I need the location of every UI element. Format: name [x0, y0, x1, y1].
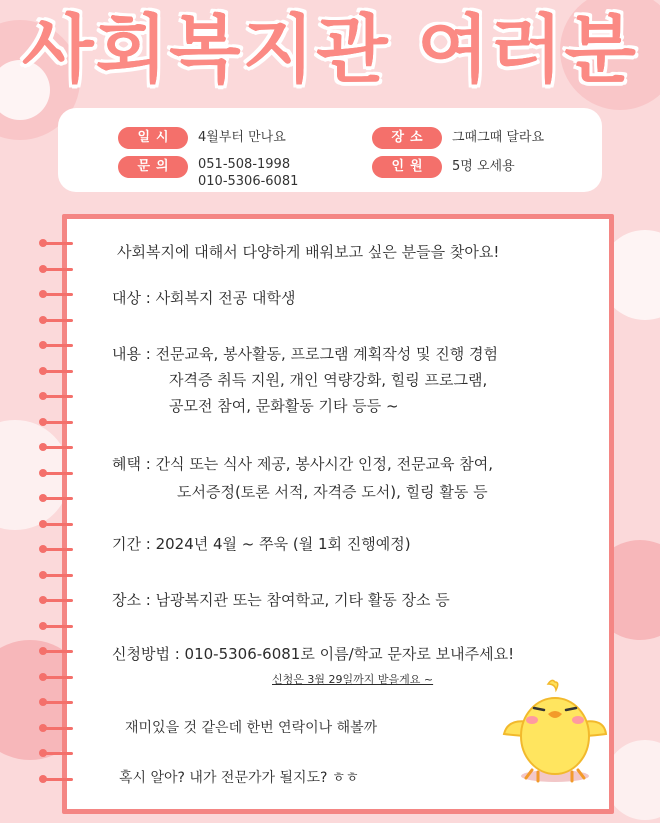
binding-ring: [39, 775, 79, 783]
benefit-line-2: 도서증정(토론 서적, 자격증 도서), 힐링 활동 등: [177, 483, 488, 501]
binding-ring: [39, 316, 79, 324]
binding-ring: [39, 673, 79, 681]
binding-ring: [39, 622, 79, 630]
contact-label: 문의: [118, 156, 188, 178]
binding-ring: [39, 392, 79, 400]
binding-ring: [39, 239, 79, 247]
binding-ring: [39, 647, 79, 655]
binding-ring: [39, 341, 79, 349]
apply-deadline-note: 신청은 3월 29일까지 받을게요 ~: [272, 673, 434, 686]
page-title: 사회복지관 여러분: [22, 7, 638, 93]
binding-ring: [39, 520, 79, 528]
info-panel: [58, 108, 602, 192]
binding-ring: [39, 749, 79, 757]
benefit-line-1: 혜택 : 간식 또는 식사 제공, 봉사시간 인정, 전문교육 참여,: [112, 455, 494, 473]
people-value: 5명 오세용: [452, 159, 515, 174]
chick-icon: [500, 678, 610, 788]
binding-ring: [39, 367, 79, 375]
content-line-3: 공모전 참여, 문화활동 기타 등등 ~: [169, 397, 399, 415]
binding-ring: [39, 443, 79, 451]
binding-ring: [39, 290, 79, 298]
content-line-1: 내용 : 전문교육, 봉사활동, 프로그램 계획작성 및 진행 경험: [112, 345, 499, 363]
people-label: 인원: [372, 156, 442, 178]
binding-ring: [39, 265, 79, 273]
place-label: 장소: [372, 127, 442, 149]
content-line-2: 자격증 취득 지원, 개인 역량강화, 힐링 프로그램,: [169, 371, 488, 389]
binding-ring: [39, 698, 79, 706]
binding-ring: [39, 596, 79, 604]
target-text: 대상 : 사회복지 전공 대학생: [112, 289, 296, 307]
date-label: 일시: [118, 127, 188, 149]
intro-text: 사회복지에 대해서 다양하게 배워보고 싶은 분들을 찾아요!: [117, 243, 500, 261]
binding-ring: [39, 418, 79, 426]
contact-phone-1: 051-508-1998: [198, 157, 291, 172]
binding-ring: [39, 545, 79, 553]
place-value: 그때그때 달라요: [452, 130, 545, 145]
date-value: 4월부터 만나요: [198, 130, 286, 145]
closing-line-1: 재미있을 것 같은데 한번 연락이나 해볼까: [125, 720, 378, 736]
binding-ring: [39, 494, 79, 502]
apply-text: 신청방법 : 010-5306-6081로 이름/학교 문자로 보내주세요!: [112, 645, 515, 663]
closing-line-2: 혹시 알아? 내가 전문가가 될지도? ㅎㅎ: [119, 770, 359, 786]
binding-ring: [39, 724, 79, 732]
binding-ring: [39, 571, 79, 579]
location-text: 장소 : 남광복지관 또는 참여학교, 기타 활동 장소 등: [112, 591, 450, 609]
contact-phone-2: 010-5306-6081: [198, 174, 299, 189]
binding-ring: [39, 469, 79, 477]
period-text: 기간 : 2024년 4월 ~ 쭈욱 (월 1회 진행예정): [112, 535, 411, 553]
